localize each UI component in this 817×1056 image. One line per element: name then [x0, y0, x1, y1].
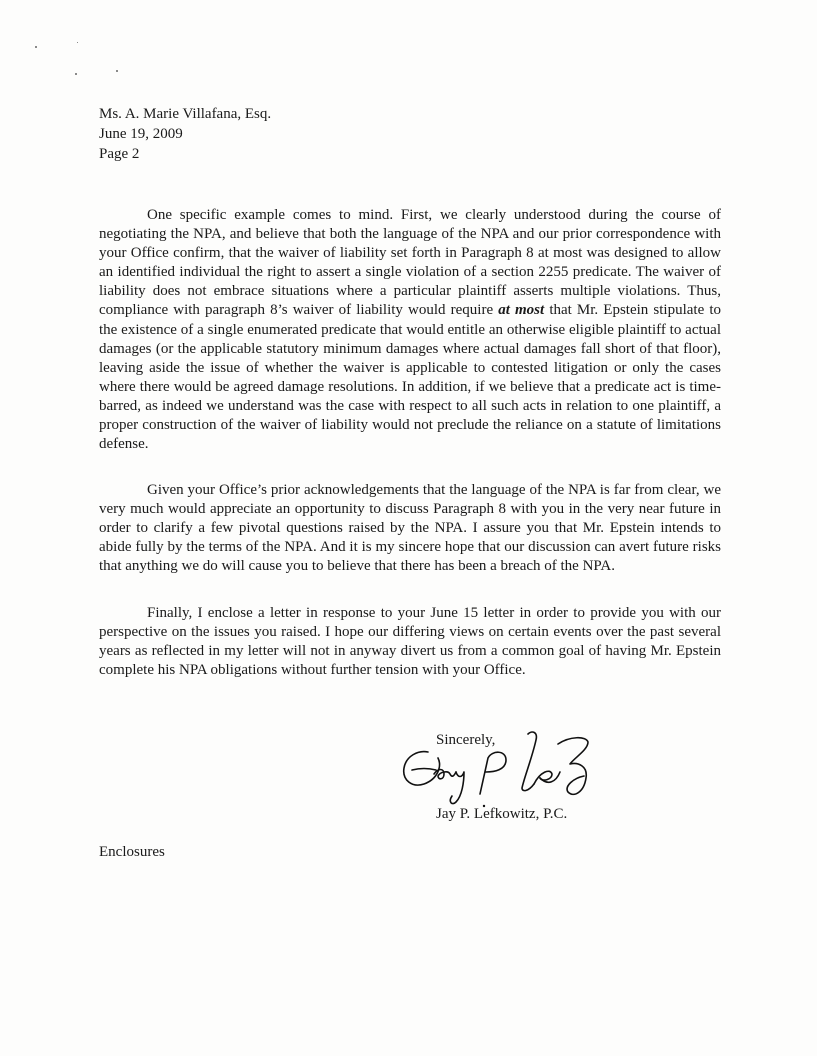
scan-speck — [77, 42, 78, 43]
enclosures-note: Enclosures — [99, 844, 165, 860]
signer-name: Jay P. Lefkowitz, P.C. — [436, 806, 568, 822]
closing-salutation: Sincerely, — [436, 732, 496, 748]
scan-speck — [75, 73, 77, 75]
emphasis-at-most: at most — [498, 302, 545, 319]
paragraph-1-part-b: that Mr. Epstein stipulate to the existence of a single enumerated predicate that would entitle an otherwise eligible plaintiff to actual damages (or the applicable statutory minimum damages where actual damages fall short of that floor), leaving aside the issue of whether the waiver is applicable to contested litigation or only the cases where there would be agreed damage resolutions. In addition, if we believe that a predicate act is time-barred, as indeed we understand was the case with respect to all such acts in relation to one plaintiff, a proper construction of the waiver of liability would not preclude the reliance on a statute of limitations defense. — [99, 302, 722, 453]
paragraph-2-text: Given your Office’s prior acknowledgements that the language of the NPA is far from clear, we very much would appreciate an opportunity to discuss Paragraph 8 with you in the very near future in order to clarify a few pivotal questions raised by the NPA. I assure you that Mr. Epstein intends to abide fully by the terms of the NPA. And it is my sincere hope that our discussion can avert future risks that anything we do will cause you to believe that there has been a breach of the NPA. — [99, 482, 721, 575]
handwritten-signature — [398, 722, 608, 812]
paragraph-3 — [99, 604, 721, 680]
paragraph-1 — [99, 206, 721, 454]
scan-speck — [35, 46, 37, 48]
paragraph-2 — [99, 481, 721, 576]
recipient-line: Ms. A. Marie Villafana, Esq. — [99, 106, 272, 122]
letter-header — [99, 104, 271, 164]
paragraph-1-text — [99, 206, 721, 454]
paragraph-3-text: Finally, I enclose a letter in response to your June 15 letter in order to provide you with our perspective on the issues you raised. I hope our differing views on certain events over the past several years as reflected in my letter will not in anyway divert us from a common goal of having Mr. Epstein complete his NPA obligations without further tension with your Office. — [99, 605, 721, 679]
page-number: Page 2 — [99, 146, 140, 162]
scan-speck — [116, 70, 118, 72]
date-line: June 19, 2009 — [99, 126, 183, 142]
paragraph-1-part-a: One specific example comes to mind. First, we clearly understood during the course of negotiating the NPA, and believe that both the language of the NPA and our prior correspondence with your Office confirm, that the waiver of liability set forth in Paragraph 8 at most was designed to allow an identified individual the right to assert a single violation of a section 2255 predicate. The waiver of liability does not embrace situations where a particular plaintiff asserts multiple violations. Thus, compliance with paragraph 8’s waiver of liability would require — [99, 207, 721, 319]
